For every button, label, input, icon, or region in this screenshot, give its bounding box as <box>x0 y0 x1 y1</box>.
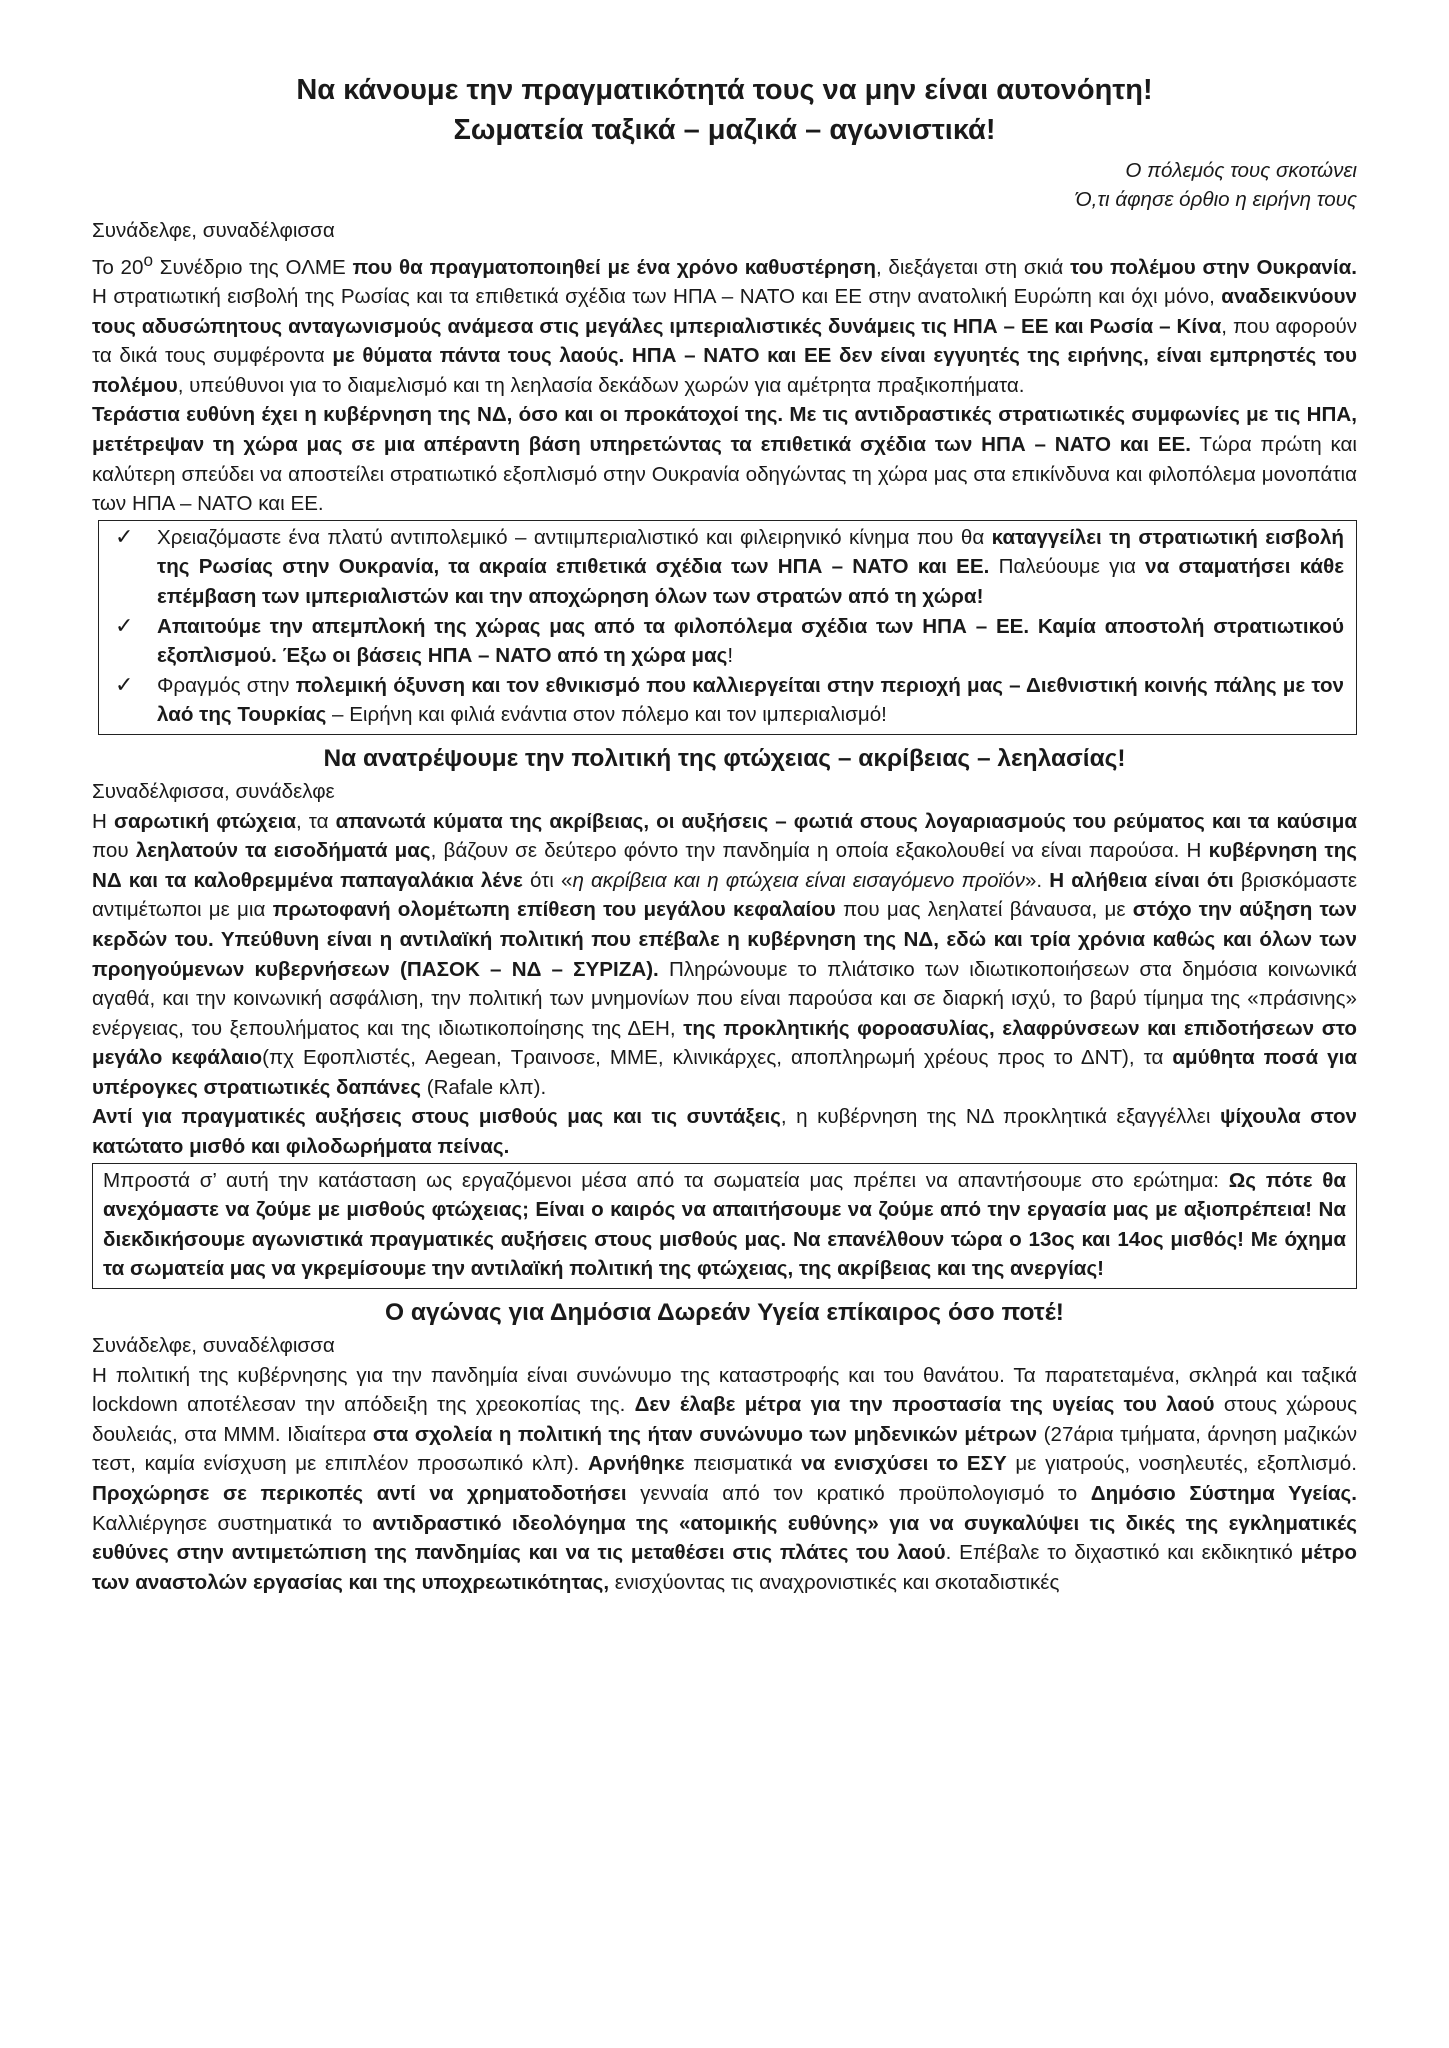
text-run: ». <box>1024 868 1050 892</box>
text-run: Πληρώνουμε το πλιάτσικο των ιδιωτικοποιήσεων στα δημόσια κοινωνικά αγαθά, και την κοινωνική ασφάλιση, την πολιτική των μνημονίων που είναι παρούσα και σε διαρκή ισχύ, το βαρύ τίμημα της «πράσινης» ενέργειας, του ξεπουλήματος και της ιδιωτικοποίησης της ΔΕΗ, <box>92 957 1357 1040</box>
text-run: , η κυβέρνηση της ΝΔ προκλητικά εξαγγέλλει <box>780 1105 1220 1129</box>
text-run: Η πολιτική της κυβέρνησης για την πανδημία είναι συνώνυμο της καταστροφής και του θανάτου. Τα παρατεταμένα, σκληρά και ταξικά lockdown αποτέλεσαν την απόδειξη της χρεοκοπίας της. <box>92 1363 1357 1417</box>
bold-run: αμύθητα ποσά για υπέρογκες στρατιωτικές δαπάνες <box>92 1046 1357 1099</box>
bold-run: Η αλήθεια είναι ότι <box>1049 868 1234 892</box>
bold-run: να σταματήσει κάθε επέμβαση των ιμπεριαλιστών και την αποχώρηση όλων των στρατών από τη χώρα! <box>157 555 1344 608</box>
epigraph-line-2: Ό,τι άφησε όρθιο η ειρήνη τους <box>1075 188 1357 211</box>
main-title-line-1: Να κάνουμε την πραγματικότητά τους να μην είναι αυτονόητη! <box>296 74 1153 106</box>
text-run: βρισκόμαστε αντιμέτωποι με μια <box>92 868 1358 922</box>
text-run: Μπροστά σ’ αυτή την κατάσταση ως εργαζόμενοι μέσα από τα σωματεία μας πρέπει να απαντήσουμε στο ερώτημα: <box>103 1168 1229 1192</box>
bold-run: Απαιτούμε την απεμπλοκή της χώρας μας από τα φιλοπόλεμα σχέδια των ΗΠΑ – ΕΕ. Καμία αποστολή στρατιωτικού εξοπλισμού. Έξω οι βάσεις ΗΠΑ – ΝΑΤΟ από τη χώρα μας <box>157 614 1344 668</box>
text-run: που μας λεηλατεί βάναυσα, με <box>835 898 1133 922</box>
bold-run: πολεμική όξυνση και τον εθνικισμό που καλλιεργείται στην περιοχή μας – Διεθνιστική κοινής πάλης με τον λαό της Τουρκίας <box>157 673 1344 727</box>
text-run: Η στρατιωτική εισβολή της Ρωσίας και τα επιθετικά σχέδια των ΗΠΑ – ΝΑΤΟ και ΕΕ στην ανατολική Ευρώπη και όχι μόνο, <box>92 285 1222 309</box>
text-run: ότι « <box>522 868 573 892</box>
text-run: . Επέβαλε το διχαστικό και εκδικητικό <box>945 1541 1301 1565</box>
section3-heading: Ο αγώνας για Δημόσια Δωρεάν Υγεία επίκαιρος όσο ποτέ! <box>385 1299 1064 1327</box>
text-run: Η <box>92 809 114 833</box>
checklist-item <box>107 523 1344 612</box>
bold-run: Αρνήθηκε <box>587 1452 685 1476</box>
bold-run: στα σχολεία η πολιτική της ήταν συνώνυμο των μηδενικών μέτρων <box>372 1422 1038 1446</box>
bold-run: της προκλητικής φοροασυλίας, ελαφρύνσεων και επιδοτήσεων στο μεγάλο κεφάλαιο <box>92 1016 1357 1070</box>
text-run: , βάζουν σε δεύτερο φόντο την πανδημία η οποία εξακολουθεί να είναι παρούσα. Η <box>430 839 1209 863</box>
bold-run: αντιδραστικό ιδεολόγημα της «ατομικής ευθύνης» για να συγκαλύψει τις δικές της εγκληματικές ευθύνες στην αντιμετώπιση της πανδημίας και να τις μεταθέσει στις πλάτες του λαού <box>92 1511 1357 1565</box>
text-run: Φραγμός στην <box>157 673 296 697</box>
bold-run: να ενισχύσει το ΕΣΥ <box>801 1452 1007 1476</box>
section2-paragraph-1 <box>92 807 1357 1103</box>
section3-paragraph-1 <box>92 1361 1357 1598</box>
bold-run: απανωτά κύματα της ακρίβειας, οι αυξήσεις – φωτιά στους λογαριασμούς του ρεύματος και τα καύσιμα <box>335 809 1357 833</box>
text-run: , υπεύθυνοι για το διαμελισμό και τη λεηλασία δεκάδων χωρών για αμέτρητα πραξικοπήματα. <box>177 373 1025 397</box>
bold-run: αναδεικνύουν τους αδυσώπητους ανταγωνισμούς ανάμεσα στις μεγάλες ιμπεριαλιστικές δυνάμεις τις ΗΠΑ – ΕΕ και Ρωσία – Κίνα <box>92 285 1357 338</box>
text-run: Συνέδριο της ΟΛΜΕ <box>152 255 353 279</box>
text-run: με γιατρούς, νοσηλευτές, εξοπλισμό. <box>1006 1452 1357 1476</box>
bold-run: λεηλατούν τα εισοδήματά μας <box>135 839 431 863</box>
bold-run: Προχώρησε σε περικοπές αντί να χρηματοδοτήσει <box>92 1482 627 1506</box>
section2-paragraph-2 <box>92 1102 1357 1161</box>
bold-run: ψίχουλα στον κατώτατο μισθό και φιλοδωρήματα πείνας. <box>92 1105 1357 1159</box>
checklist-item <box>107 671 1344 730</box>
section2-heading: Να ανατρέψουμε την πολιτική της φτώχειας – ακρίβειας – λεηλασίας! <box>323 744 1126 772</box>
section1-salutation: Συνάδελφε, συναδέλφισσα <box>92 219 335 242</box>
section1-paragraph-2 <box>92 400 1357 518</box>
text-run: στους χώρους δουλειάς, στα ΜΜΜ. Ιδιαίτερα <box>92 1393 1357 1446</box>
text-run: , τα <box>296 809 336 833</box>
bold-run: Τεράστια ευθύνη έχει η κυβέρνηση της ΝΔ, όσο και οι προκάτοχοί της. Με τις αντιδραστικές στρατιωτικές συμφωνίες με τις ΗΠΑ, μετέτρεψαν τη χώρα μας σε μια απέραντη βάση υπηρετώντας τα επιθετικά σχέδια των ΗΠΑ – ΝΑΤΟ και ΕΕ. <box>92 403 1357 457</box>
text-run: , που αφορούν τα δικά τους συμφέροντα <box>92 314 1357 368</box>
wages-demand-box <box>92 1163 1357 1289</box>
demands-checklist <box>107 523 1344 730</box>
text-run: Καλλιέργησε συστηματικά το <box>92 1511 373 1535</box>
bold-run: του πολέμου στην Ουκρανία. <box>1070 255 1357 279</box>
checklist-item <box>107 612 1344 671</box>
text-run: που <box>92 839 136 863</box>
text-run: – Ειρήνη και φιλιά ενάντια στον πόλεμο και τον ιμπεριαλισμό! <box>326 703 887 727</box>
bold-run: πρωτοφανή ολομέτωπη επίθεση του μεγάλου κεφαλαίου <box>272 898 836 922</box>
text-run: Χρειαζόμαστε ένα πλατύ αντιπολεμικό – αντιιμπεριαλιστικό και φιλειρηνικό κίνημα που θα <box>157 525 992 549</box>
text-run: ενισχύοντας τις αναχρονιστικές και σκοταδιστικές <box>609 1570 1060 1594</box>
bold-run: που θα πραγματοποιηθεί με ένα χρόνο καθυστέρηση <box>352 255 876 279</box>
bold-run: Αντί για πραγματικές αυξήσεις στους μισθούς μας και τις συντάξεις <box>92 1105 781 1129</box>
bold-run: Ως πότε θα ανεχόμαστε να ζούμε με μισθούς φτώχειας; Είναι ο καιρός να απαιτήσουμε να ζούμε από την εργασία μας με αξιοπρέπεια! Να διεκδικήσουμε αγωνιστικά πραγματικές αυξήσεις στους μισθούς μας. Να επανέλθουν τώρα ο 13ος και 14ος μισθός! Με όχημα τα σωματεία μας να γκρεμίσουμε την αντιλαϊκή πολιτική της φτώχειας, της ακρίβειας και της ανεργίας! <box>103 1168 1347 1281</box>
text-run: Παλεύουμε για <box>989 555 1146 579</box>
bold-run: μέτρο των αναστολών εργασίας και της υποχρεωτικότητας, <box>92 1541 1357 1594</box>
checkmark-icon: ✓ <box>115 672 134 698</box>
italic-run: η ακρίβεια και η φτώχεια είναι εισαγόμενο προϊόν <box>572 868 1025 892</box>
text-run: (27άρια τμήματα, άρνηση μαζικών τεστ, καμία ενίσχυση με επιπλέον προσωπικό κλπ). <box>92 1422 1357 1476</box>
epigraph <box>92 156 1357 214</box>
section3-salutation: Συνάδελφε, συναδέλφισσα <box>92 1334 335 1358</box>
superscript: ο <box>143 249 153 270</box>
main-title <box>92 70 1357 150</box>
bold-run: με θύματα πάντα τους λαούς. ΗΠΑ – ΝΑΤΟ και ΕΕ δεν είναι εγγυητές της ειρήνης, είναι εμπρηστές του πολέμου <box>92 344 1358 397</box>
text-run: (Rafale κλπ). <box>420 1075 547 1099</box>
bold-run: σαρωτική φτώχεια <box>113 809 297 833</box>
text-run: πεισματικά <box>684 1452 802 1476</box>
demands-checklist-box <box>98 520 1357 735</box>
text-run: (πχ Εφοπλιστές, Aegean, Τραινοσε, ΜΜΕ, κλινικάρχες, αποπληρωμή χρέους προς το ΔΝΤ), τα <box>262 1046 1173 1070</box>
bold-run: καταγγείλει τη στρατιωτική εισβολή της Ρωσίας στην Ουκρανία, τα ακραία επιθετικά σχέδια των ΗΠΑ – ΝΑΤΟ και ΕΕ. <box>157 525 1344 579</box>
section1-paragraph-1 <box>92 246 1357 401</box>
text-run: , διεξάγεται στη σκιά <box>875 255 1071 279</box>
checkmark-icon: ✓ <box>115 524 134 550</box>
wages-demand-text <box>103 1166 1346 1284</box>
bold-run: Δεν έλαβε μέτρα για την προστασία της υγείας του λαού <box>634 1393 1215 1417</box>
epigraph-line-1: Ο πόλεμός τους σκοτώνει <box>1125 159 1357 182</box>
bold-run: Δημόσιο Σύστημα Υγείας. <box>1090 1482 1357 1506</box>
checkmark-icon: ✓ <box>115 613 134 639</box>
bold-run: στόχο την αύξηση των κερδών του. Υπεύθυνη είναι η αντιλαϊκή πολιτική που επέβαλε η κυβέρνηση της ΝΔ, εδώ και τρία χρόνια καθώς και όλων των προηγούμενων κυβερνήσεων (ΠΑΣΟΚ – ΝΔ – ΣΥΡΙΖΑ). <box>92 898 1358 981</box>
text-run: ! <box>727 644 734 668</box>
text-run: γενναία από τον κρατικό προϋπολογισμό το <box>626 1482 1091 1506</box>
main-title-line-2: Σωματεία ταξικά – μαζικά – αγωνιστικά! <box>453 114 996 146</box>
bold-run: κυβέρνηση της ΝΔ και τα καλοθρεμμένα παπαγαλάκια λένε <box>92 839 1357 892</box>
text-run: Το 20 <box>92 255 144 279</box>
text-run: Τώρα πρώτη και καλύτερη σπεύδει να αποστείλει στρατιωτικό εξοπλισμό στην Ουκρανία οδηγώντας τη χώρα μας στα επικίνδυνα και φιλοπόλεμα μονοπάτια των ΗΠΑ – ΝΑΤΟ και ΕΕ. <box>92 433 1357 516</box>
section2-salutation: Συναδέλφισσα, συνάδελφε <box>92 779 335 803</box>
